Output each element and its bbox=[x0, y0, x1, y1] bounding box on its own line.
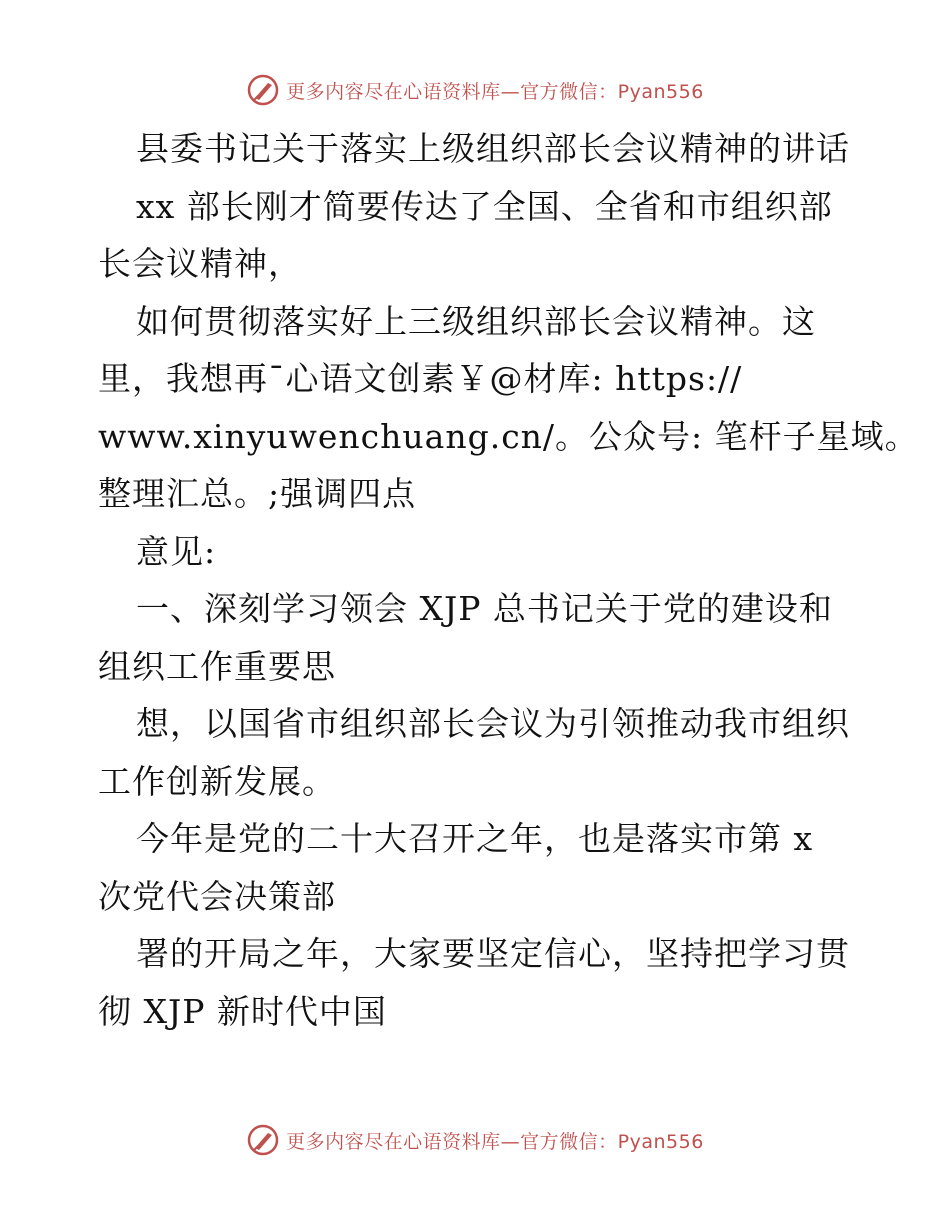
paragraph-line: 意见: bbox=[136, 531, 217, 571]
document-body bbox=[98, 120, 919, 1040]
section-heading: 一、深刻学习领会 XJP 总书记关于党的建设和 bbox=[136, 589, 833, 628]
paragraph-line: xx 部长刚才简要传达了全国、全省和市组织部 bbox=[136, 186, 833, 226]
section-heading-continued: 组织工作重要思 bbox=[98, 646, 336, 686]
quill-pen-logo-icon bbox=[246, 1123, 280, 1157]
header-banner bbox=[0, 70, 950, 110]
header-banner-text: 更多内容尽在心语资料库—官方微信：Pyan556 bbox=[286, 80, 704, 103]
footer-banner-text: 更多内容尽在心语资料库—官方微信：Pyan556 bbox=[286, 1130, 704, 1153]
document-title: 县委书记关于落实上级组织部长会议精神的讲话 bbox=[136, 129, 850, 168]
paragraph-line: 彻 XJP 新时代中国 bbox=[98, 991, 387, 1031]
quill-pen-logo-icon bbox=[246, 73, 280, 107]
paragraph-line: 次党代会决策部 bbox=[98, 876, 336, 916]
paragraph-line: 如何贯彻落实好上三级组织部长会议精神。这 bbox=[136, 301, 816, 341]
paragraph-line: 工作创新发展。 bbox=[98, 761, 336, 801]
footer-banner bbox=[0, 1120, 950, 1160]
paragraph-line: 里，我想再¯心语文创素￥@材库: https:// bbox=[98, 359, 743, 398]
paragraph-line: 署的开局之年，大家要坚定信心，坚持把学习贯 bbox=[136, 934, 850, 973]
paragraph-line: 整理汇总。;强调四点 bbox=[98, 474, 417, 513]
paragraph-line: 今年是党的二十大召开之年，也是落实市第 x bbox=[136, 819, 814, 858]
paragraph-line: 想，以国省市组织部长会议为引领推动我市组织 bbox=[136, 704, 850, 743]
paragraph-line: 长会议精神， bbox=[98, 244, 302, 283]
paragraph-line: www.xinyuwenchuang.cn/。公众号: 笔杆子星域。 bbox=[98, 416, 919, 456]
